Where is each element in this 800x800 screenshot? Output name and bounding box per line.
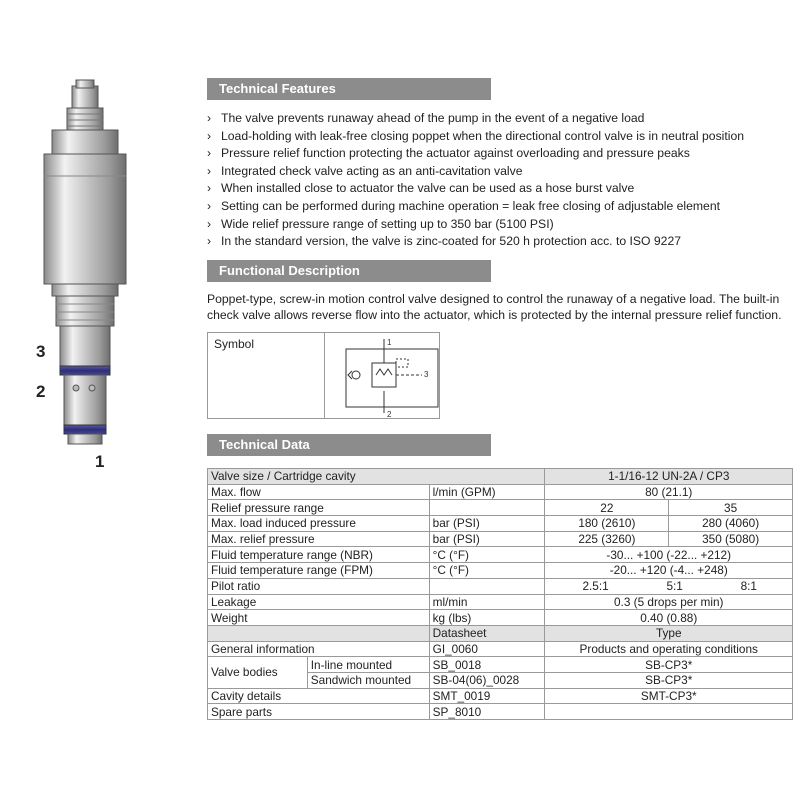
table-row: Weight kg (lbs) 0.40 (0.88): [208, 610, 793, 626]
symbol-port-1: 1: [387, 338, 392, 347]
table-row: Sandwich mounted SB-04(06)_0028 SB-CP3*: [208, 672, 793, 688]
table-row: Max. load induced pressure bar (PSI) 180 (2610) 280 (4060): [208, 516, 793, 532]
table-row: Pilot ratio 2.5:1 5:1 8:1: [208, 578, 793, 594]
feature-item: › Integrated check valve acting as an anti-cavitation valve: [207, 163, 523, 178]
table-row: Max. flow l/min (GPM) 80 (21.1): [208, 484, 793, 500]
valve-port-2-label: 2: [36, 382, 46, 401]
table-row: Datasheet Type: [208, 625, 793, 641]
technical-data-header: Technical Data: [207, 434, 491, 456]
table-row: Leakage ml/min 0.3 (5 drops per min): [208, 594, 793, 610]
technical-data-table: [207, 468, 793, 720]
table-row: Fluid temperature range (NBR) °C (°F) -30... +100 (-22... +212): [208, 547, 793, 563]
symbol-port-2: 2: [387, 410, 392, 419]
feature-item: › The valve prevents runaway ahead of the pump in the event of a negative load: [207, 111, 645, 125]
feature-item: › Wide relief pressure range of setting up to 350 bar (5100 PSI): [207, 216, 554, 231]
hydraulic-symbol-icon: [326, 333, 440, 419]
table-row: Cavity details SMT_0019 SMT-CP3*: [208, 688, 793, 704]
feature-item: › Setting can be performed during machine operation = leak free closing of adjustable element: [207, 198, 720, 213]
table-row: Valve bodies In-line mounted SB_0018 SB-CP3*: [208, 657, 793, 673]
table-row: Relief pressure range 22 35: [208, 500, 793, 516]
pilot-ratio-2: 5:1: [666, 579, 683, 594]
pilot-ratio-1: 2.5:1: [582, 579, 609, 594]
valve-port-1-label: 1: [95, 452, 105, 471]
functional-description-text: Poppet-type, screw-in motion control valve designed to control the runaway of a negative load. The built-in check valve allows reverse flow into the actuator, which is protected by the internal pressure relief function.: [207, 292, 782, 322]
feature-item: › Load-holding with leak-free closing poppet when the directional control valve is in neutral position: [207, 128, 745, 143]
feature-item: › Pressure relief function protecting the actuator against overloading and pressure peaks: [207, 146, 690, 161]
table-row: Max. relief pressure bar (PSI) 225 (3260) 350 (5080): [208, 531, 793, 547]
table-row: General information GI_0060 Products and operating conditions: [208, 641, 793, 657]
valve-port-3-label: 3: [36, 342, 46, 361]
table-row: Valve size / Cartridge cavity 1-1/16-12 UN-2A / CP3: [208, 469, 793, 485]
valve-cartridge-illustration: [30, 78, 140, 450]
pilot-ratio-3: 8:1: [740, 579, 757, 594]
symbol-label: Symbol: [214, 337, 255, 351]
table-row: Fluid temperature range (FPM) °C (°F) -20... +120 (-4... +248): [208, 563, 793, 579]
feature-item: › In the standard version, the valve is zinc-coated for 520 h protection acc. to ISO 9227: [207, 234, 682, 249]
table-row: Spare parts SP_8010: [208, 704, 793, 720]
feature-item: › When installed close to actuator the valve can be used as a hose burst valve: [207, 181, 635, 196]
symbol-port-3: 3: [424, 370, 429, 379]
symbol-box: [207, 332, 440, 419]
functional-description-header: Functional Description: [207, 260, 491, 282]
features-list: [207, 110, 787, 251]
technical-features-header: Technical Features: [207, 78, 491, 100]
